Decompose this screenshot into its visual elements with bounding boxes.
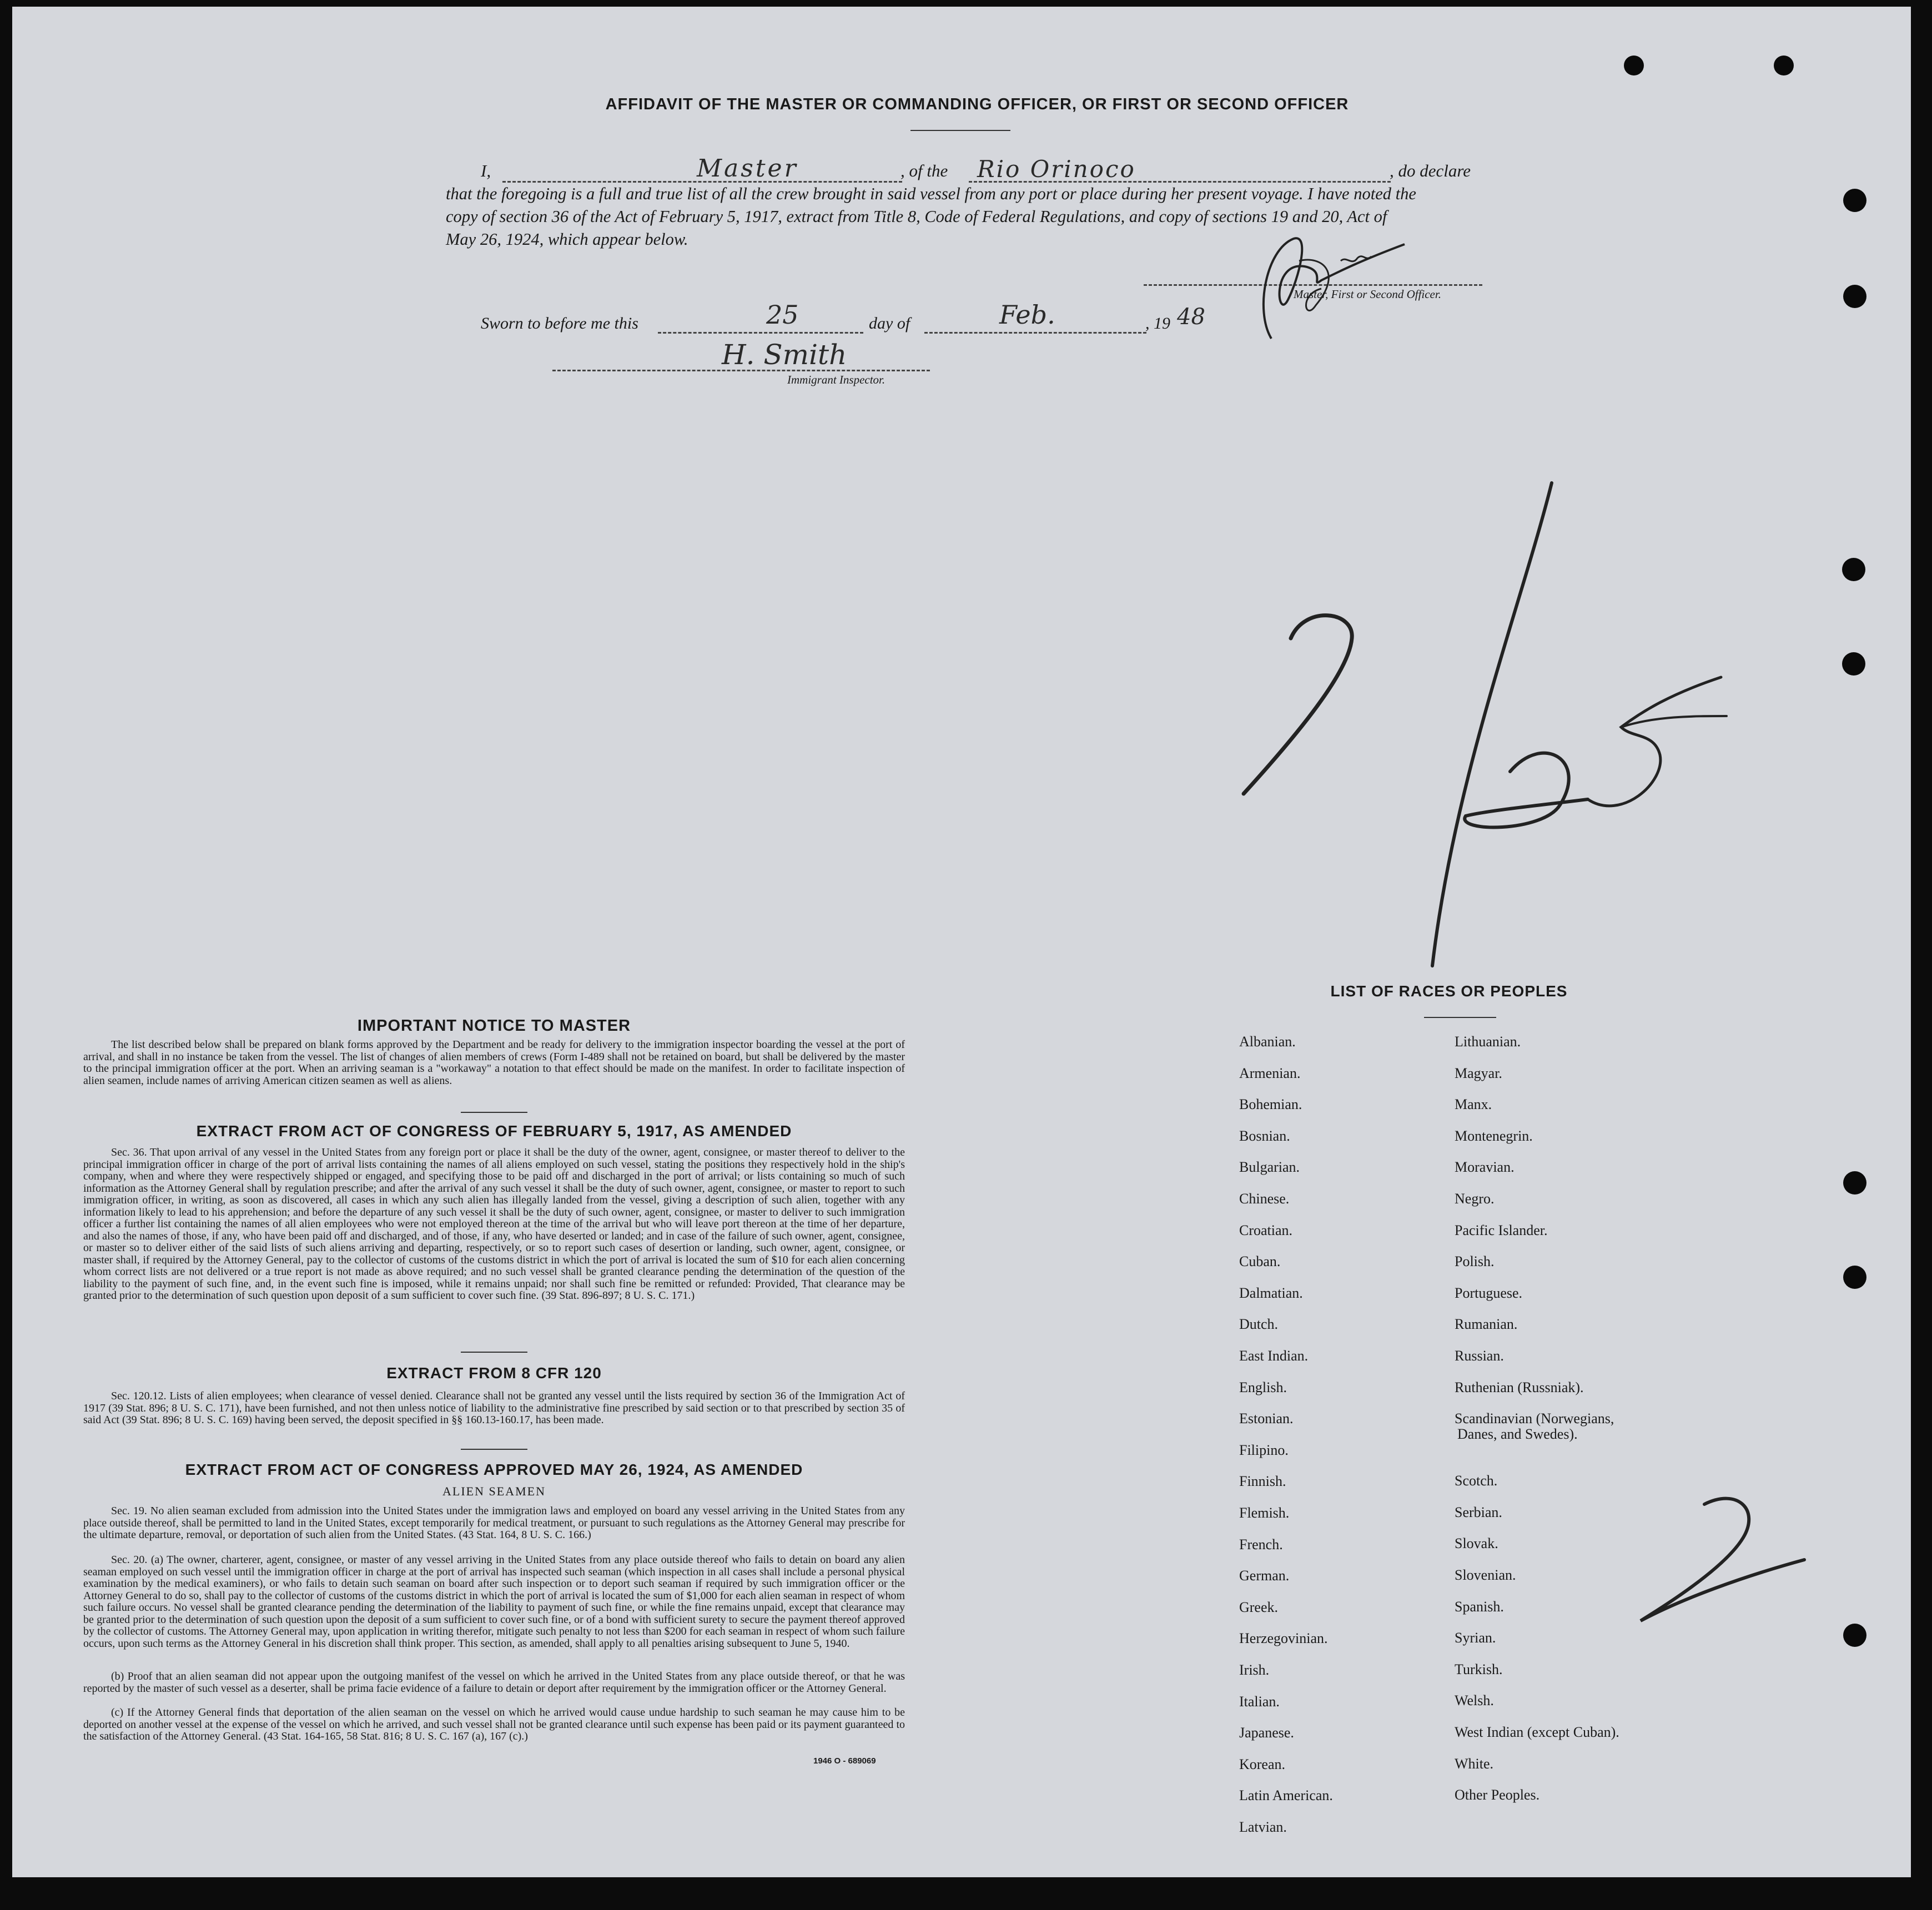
- extract-1924-sec19: Sec. 19. No alien seaman excluded from admission into the United States under the immigration laws and employed on board any vessel arriving in the United States from any place outside thereof, shall be permitted to land in the United States, except temporarily for medical treatment, or pursuant to such regulations as the Attorney General may prescribe for the ultimate departure, removal, or deportation of such alien from the United States. (43 Stat. 164, 8 U. S. C. 166.): [83, 1505, 905, 1541]
- race-item: East Indian.: [1239, 1348, 1309, 1364]
- race-item: Latvian.: [1239, 1819, 1287, 1835]
- race-item: Slovenian.: [1455, 1567, 1516, 1583]
- race-item: English.: [1239, 1379, 1287, 1395]
- race-item: Other Peoples.: [1455, 1787, 1540, 1803]
- race-item: Lithuanian.: [1455, 1034, 1521, 1050]
- race-item: Bosnian.: [1239, 1127, 1290, 1144]
- race-item: Estonian.: [1239, 1410, 1294, 1427]
- race-item: Croatian.: [1239, 1222, 1293, 1238]
- race-item: Russian.: [1455, 1348, 1504, 1364]
- race-item: Korean.: [1239, 1756, 1286, 1772]
- punch-hole: [1842, 652, 1865, 676]
- race-item: Moravian.: [1455, 1159, 1515, 1176]
- race-item: Magyar.: [1455, 1065, 1502, 1081]
- punch-hole: [1843, 189, 1866, 212]
- race-item: Bulgarian.: [1239, 1159, 1300, 1176]
- affidavit-title: AFFIDAVIT OF THE MASTER OR COMMANDING OFFICER, OR FIRST OR SECOND OFFICER: [605, 95, 1349, 113]
- inspector-signature: H. Smith: [722, 339, 847, 371]
- affidavit-line1-suffix: , do declare: [1390, 161, 1471, 180]
- race-item: White.: [1455, 1755, 1494, 1772]
- month-blank: [924, 332, 1146, 334]
- title-divider: [910, 130, 1010, 131]
- race-item: German.: [1239, 1568, 1290, 1584]
- punch-hole: [1843, 1171, 1866, 1195]
- race-item: Danes, and Swedes).: [1457, 1426, 1578, 1443]
- affidavit-line4: May 26, 1924, which appear below.: [446, 230, 688, 249]
- race-item: Irish.: [1239, 1662, 1270, 1678]
- race-item: Cuban.: [1239, 1253, 1281, 1270]
- extract-1917-divider: [461, 1352, 527, 1353]
- punch-hole: [1843, 1624, 1866, 1647]
- handwritten-year: 48: [1177, 304, 1205, 330]
- extract-1924-subtitle: ALIEN SEAMEN: [442, 1484, 546, 1498]
- extract-1917-title: EXTRACT FROM ACT OF CONGRESS OF FEBRUARY 5, 1917, AS AMENDED: [196, 1122, 792, 1140]
- race-item: Flemish.: [1239, 1505, 1290, 1521]
- race-item: Montenegrin.: [1455, 1127, 1533, 1144]
- race-item: Albanian.: [1239, 1034, 1296, 1050]
- race-item: Manx.: [1455, 1096, 1492, 1113]
- race-item: Scotch.: [1455, 1473, 1498, 1489]
- extract-cfr-divider: [461, 1449, 527, 1450]
- handwritten-date-note: [1232, 472, 1732, 982]
- handwritten-month: Feb.: [999, 300, 1055, 330]
- affidavit-line2: that the foregoing is a full and true list of all the crew brought in said vessel from any port or place during her present voyage. I have noted the: [446, 184, 1416, 203]
- race-item: Latin American.: [1239, 1787, 1333, 1804]
- affidavit-line1-prefix: I,: [481, 161, 491, 180]
- inspector-caption: Immigrant Inspector.: [787, 373, 886, 386]
- sworn-dayof: day of: [869, 314, 910, 332]
- race-item: Rumanian.: [1455, 1316, 1518, 1333]
- sworn-year-prefix: , 19: [1145, 314, 1170, 332]
- extract-1924-sec20b: (b) Proof that an alien seaman did not appear upon the outgoing manifest of the vessel on which he arrived in the United States from any place outside thereof, or that he was reported by the master of such vessel as a deserter, shall be prima facie evidence of a failure to detain or deport after requirement by the immigration officer or the Attorney General.: [83, 1670, 905, 1695]
- handwritten-day: 25: [766, 300, 799, 330]
- extract-1924-sec20a: Sec. 20. (a) The owner, charterer, agent, consignee, or master of any vessel arriving in the United States from any place outside thereof who fails to detain on board any alien seaman employed on such vessel until the immigration officer in charge at the port of arrival has inspected such seaman (which inspection in all cases shall include a personal physical examination by the medical examiners), or who fails to detain such seaman on board after such inspection or to deport such seaman if required by such immigration officer or the Attorney General to do so, shall pay to the collector of customs of the customs district in which the port of arrival is located the sum of $1,000 for each alien seaman in respect of whom such failure occurs. No vessel shall be granted clearance pending the determination of the liability to payment of such fine, or while the fine remains unpaid, except that clearance may be granted prior to the determination of such question upon the deposit of a sum sufficient to cover such fine, or of a bond with sufficient surety to secure the payment thereof approved by the collector of customs. The Attorney General may, upon application in writing therefor, mitigate such penalty to not less than $200 for each seaman in respect of whom such failure occurs, upon such terms as the Attorney General in his discretion shall think proper. This section, as amended, shall apply to all penalties arising subsequent to June 5, 1940.: [83, 1554, 905, 1650]
- notice-title: IMPORTANT NOTICE TO MASTER: [357, 1017, 631, 1035]
- race-item: Dutch.: [1239, 1316, 1279, 1333]
- races-divider: [1424, 1017, 1496, 1018]
- extract-1917-body: Sec. 36. That upon arrival of any vessel in the United States from any foreign port or place it shall be the duty of the owner, agent, consignee, or master thereof to deliver to the principal immigration officer in charge of the port of arrival lists containing the names of all aliens employed on such vessel, stating the positions they respectively hold in the ship's company, when and where they were respectively shipped or engaged, and specifying those to be paid off and discharged in the port of arrival; or lists containing so much of such information as the Attorney General shall by regulation prescribe; and after the arrival of any such vessel it shall be the duty of such owner, agent, consignee, or master to report to such immigration officer, in writing, as soon as discovered, all cases in which any such alien has illegally landed from the vessel, giving a description of such alien, together with any information likely to lead to his apprehension; and before the departure of any such vessel it shall be the duty of such owner, agent, consignee, or master to deliver to such immigration officer a further list containing the names of all alien employees who were not employed thereon at the time of the arrival but who will leave port thereon at the time of her departure, and also the names of those, if any, who have been paid off and discharged, and of those, if any, who have deserted or landed; and in case of the failure of such owner, agent, consignee, or master so to deliver either of the said lists of such aliens arriving and departing, respectively, or so to report such cases of desertion or landing, such owner, agent, consignee, or master shall, if required by the Attorney General, pay to the collector of customs of the customs district in which the port of arrival is located the sum of $10 for each alien concerning whom correct lists are not delivered or a true report is not made as above required; and no such vessel shall be granted clearance pending the determination of the question of the liability to the payment of such fine, and, in the event such fine is imposed, while it remains unpaid; nor shall such fine be remitted or refunded: Provided, That clearance may be granted prior to the determination of such question upon deposit of a sum sufficient to cover such fine. (39 Stat. 896-897; 8 U. S. C. 171.): [83, 1146, 905, 1302]
- signature-caption: Master, First or Second Officer.: [1294, 288, 1441, 301]
- affidavit-line3: copy of section 36 of the Act of February 5, 1917, extract from Title 8, Code of Federal Regulations, and copy of sections 19 and 20, Act of: [446, 207, 1387, 226]
- count-note: [1693, 1554, 1694, 1555]
- notice-divider: [461, 1112, 527, 1113]
- handwritten-count-note: [1632, 1488, 1810, 1632]
- race-item: Dalmatian.: [1239, 1284, 1303, 1301]
- race-item: French.: [1239, 1536, 1283, 1553]
- race-item: Scandinavian (Norwegians,: [1455, 1410, 1614, 1427]
- race-item: Portuguese.: [1455, 1284, 1523, 1301]
- punch-hole: [1842, 558, 1865, 581]
- race-item: Pacific Islander.: [1455, 1222, 1548, 1238]
- race-item: Filipino.: [1239, 1442, 1289, 1458]
- punch-hole: [1624, 56, 1644, 75]
- race-item: Finnish.: [1239, 1473, 1286, 1490]
- punch-hole: [1774, 56, 1794, 75]
- race-item: Japanese.: [1239, 1725, 1294, 1741]
- extract-cfr-title: EXTRACT FROM 8 CFR 120: [386, 1364, 602, 1382]
- race-item: Italian.: [1239, 1693, 1280, 1710]
- affidavit-line1-mid: , of the: [900, 161, 948, 180]
- race-item: Polish.: [1455, 1253, 1495, 1270]
- race-item: Bohemian.: [1239, 1096, 1302, 1113]
- notice-body: The list described below shall be prepared on blank forms approved by the Department and be ready for delivery to the immigration inspector boarding the vessel at the port of arrival, and shall in no instance be taken from the vessel. The list of changes of alien members of crews (Form I-489 shall not be retained on board, but shall be delivered by the master to the principal immigration officer at the port. When an arriving seaman is a "workaway" a notation to that effect should be made on the manifest. In order to facilitate inspection of alien seamen, include names of arriving American citizen seamen as well as aliens.: [83, 1039, 905, 1087]
- race-item: Spanish.: [1455, 1598, 1504, 1615]
- race-item: Armenian.: [1239, 1065, 1301, 1081]
- punch-hole: [1843, 285, 1866, 308]
- handwritten-master: Master: [697, 154, 798, 183]
- race-item: Turkish.: [1455, 1661, 1503, 1677]
- extract-1924-sec20c: (c) If the Attorney General finds that deportation of the alien seaman on the vessel on which he arrived would cause undue hardship to such seaman he may cause him to be deported on another vessel at the expense of the vessel on which he arrived, and such vessel shall not be granted clearance until such expense has been paid or its payment guaranteed to the satisfaction of the Attorney General. (43 Stat. 164-165, 58 Stat. 816; 8 U. S. C. 167 (a), 167 (c).): [83, 1706, 905, 1742]
- extract-cfr-body: Sec. 120.12. Lists of alien employees; when clearance of vessel denied. Clearance shall not be granted any vessel until the lists required by section 36 of the Immigration Act of 1917 (39 Stat. 896; 8 U. S. C. 171), have been furnished, and not then unless notice of liability to the administrative fine prescribed by said section or to that prescribed by section 35 of said Act (39 Stat. 896; 8 U. S. C. 169) having been served, the deposit specified in §§ 160.13-160.17, has been made.: [83, 1390, 905, 1426]
- race-item: Negro.: [1455, 1191, 1495, 1207]
- race-item: Serbian.: [1455, 1504, 1502, 1520]
- race-item: Slovak.: [1455, 1535, 1498, 1552]
- race-item: Ruthenian (Russniak).: [1455, 1379, 1584, 1395]
- race-item: Welsh.: [1455, 1692, 1494, 1709]
- day-blank: [658, 332, 863, 334]
- extract-1924-title: EXTRACT FROM ACT OF CONGRESS APPROVED MAY 26, 1924, AS AMENDED: [185, 1461, 803, 1478]
- race-item: Syrian.: [1455, 1630, 1496, 1646]
- race-item: Chinese.: [1239, 1191, 1290, 1207]
- print-code: 1946 O - 689069: [813, 1756, 876, 1766]
- race-item: Greek.: [1239, 1599, 1279, 1615]
- race-item: Herzegovinian.: [1239, 1630, 1328, 1647]
- sworn-prefix: Sworn to before me this: [481, 314, 638, 332]
- handwritten-vessel: Rio Orinoco: [977, 155, 1136, 183]
- race-item: West Indian (except Cuban).: [1455, 1724, 1619, 1740]
- punch-hole: [1843, 1266, 1866, 1289]
- races-title: LIST OF RACES OR PEOPLES: [1330, 982, 1568, 1000]
